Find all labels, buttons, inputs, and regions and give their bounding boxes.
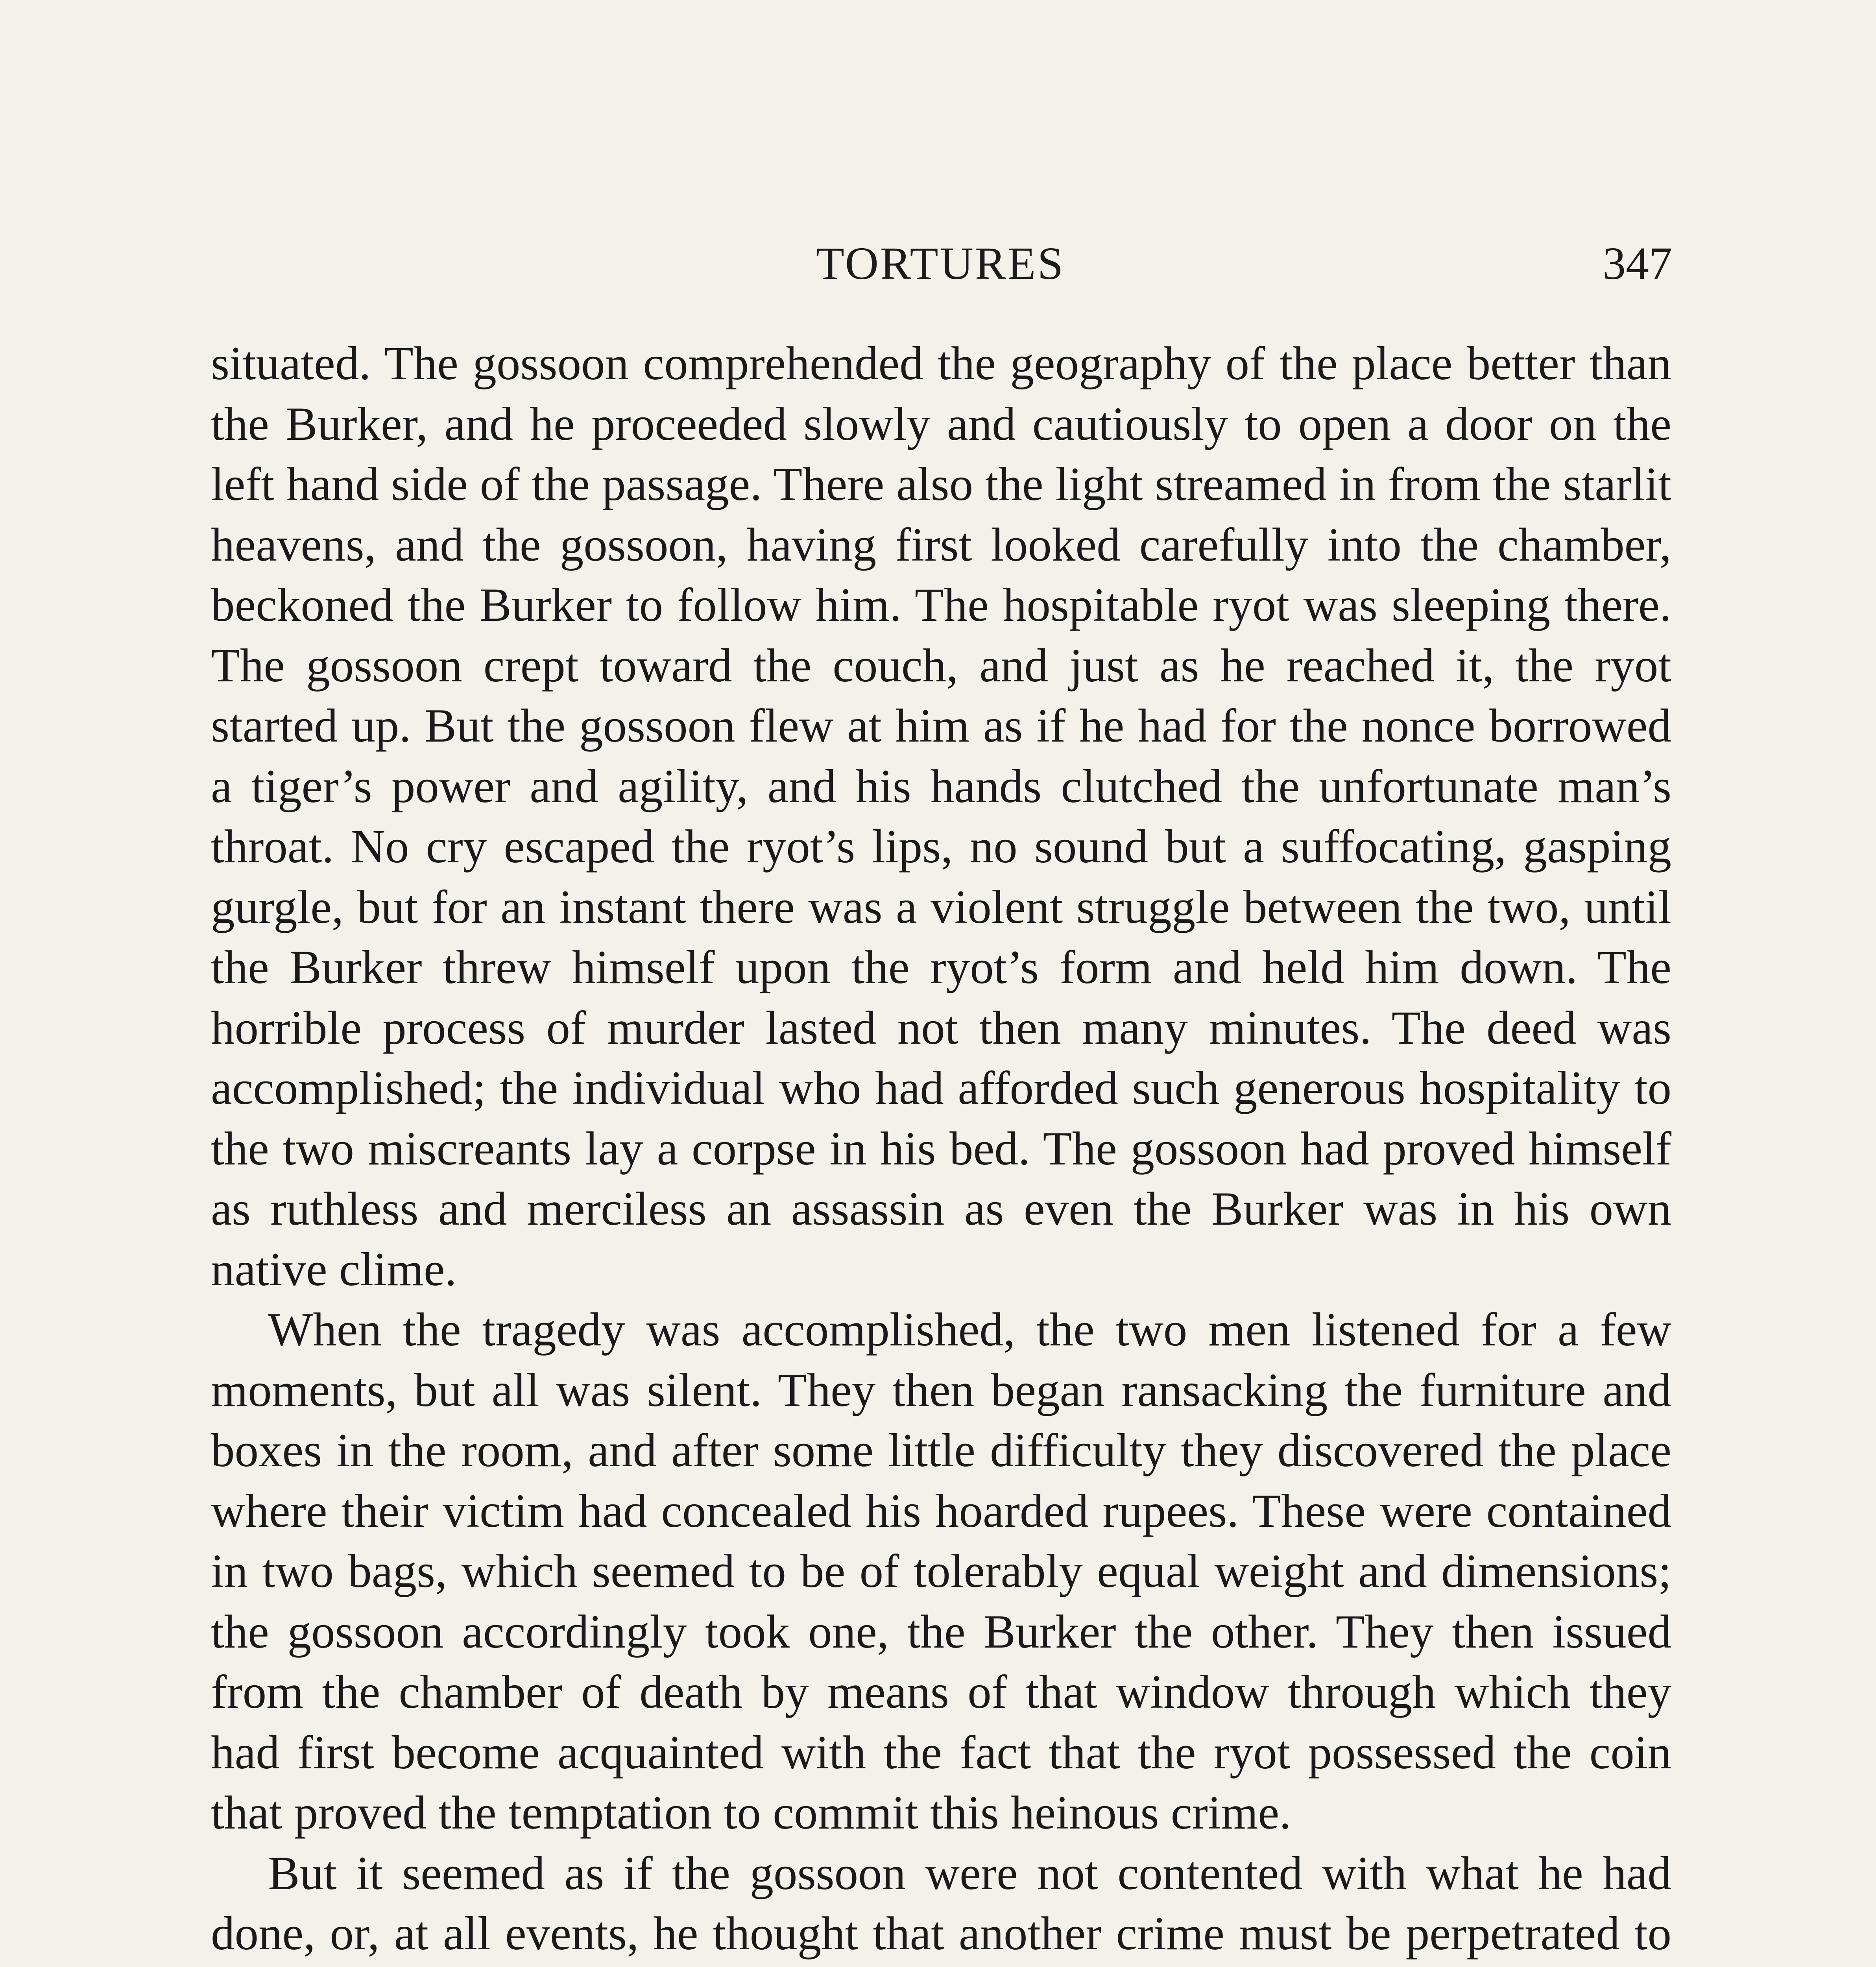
paragraph-2: When the tragedy was accomplished, the two men listened for a few moments, but all was silent. They then began ransacking the furniture and boxes in the room, and after some little difficulty they discovered the place where their victim had concealed his hoarded rupees. These were contained in two bags, which seemed to be of tolerably equal weight and dimensions; the gossoon accordingly took one, the Burker the other. They then issued from the chamber of death by means of that window through which they had first become acquainted with the fact that the ryot possessed the coin that proved the temptation to commit this heinous crime. [211,1303,1671,1839]
page-header [209,230,1672,297]
page-number: 347 [1603,238,1672,289]
paragraph-1: situated. The gossoon comprehended the geography of the place better than the Burker, and he proceeded slowly and cautiously to open a door on the left hand side of the passage. There also the light streamed in from the starlit heavens, and the gossoon, having first looked carefully into the chamber, beckoned the Burker to follow him. The hospitable ryot was sleeping there. The gossoon crept toward the couch, and just as he reached it, the ryot started up. But the gossoon flew at him as if he had for the nonce borrowed a tiger’s power and agility, and his hands clutched the unfortunate man’s throat. No cry escaped the ryot’s lips, no sound but a suffocating, gasping gurgle, but for an instant there was a violent struggle between the two, until the Burker threw himself upon the ryot’s form and held him down. The horrible process of murder lasted not then many minutes. The deed was accomplished; the individual who had afforded such generous hospitality to the two miscreants lay a corpse in his bed. The gossoon had proved himself as ruthless and merciless an assassin as even the Burker was in his own native clime. [211,337,1671,1296]
running-head: TORTURES [816,238,1065,289]
body-text [211,334,1671,1967]
paragraph-3: But it seemed as if the gossoon were not contented with what he had done, or, at all events, he thought that another crime must be perpetrated to [211,1847,1671,1960]
